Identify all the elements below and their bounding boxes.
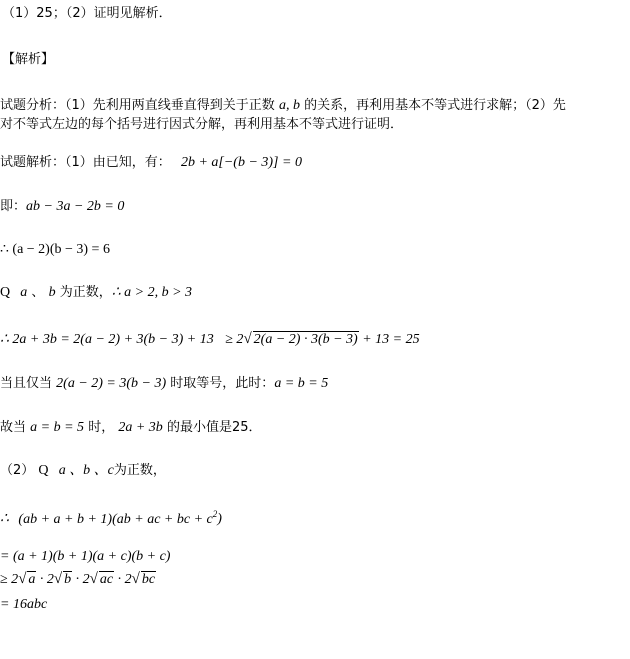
- p2-eq1: (ab + a + b + 1)(ab + ac + bc + c: [18, 511, 213, 527]
- p2-eq3-b: · 2: [39, 572, 54, 587]
- eq6-formula-2: a = b = 5: [274, 376, 329, 391]
- part2-line-3: [0, 548, 170, 566]
- eq7-text-3: 的最小值是25．: [166, 420, 262, 435]
- p2-eq1-prefix: ∴: [0, 511, 9, 527]
- p2-q-symbol: Q: [38, 463, 49, 478]
- solution-line-4: [0, 284, 192, 302]
- eq7-formula: a = b = 5: [30, 420, 85, 435]
- p2-eq3-r4: bc: [141, 572, 156, 587]
- eq5-left: ∴ 2a + 3b = 2(a − 2) + 3(b − 3) + 13: [0, 332, 214, 347]
- eq7-text-2: 时，: [88, 420, 115, 435]
- analysis-text-1b: 的关系，再利用基本不等式进行求解；（2）先: [304, 98, 566, 113]
- sep-1: 、: [31, 285, 45, 300]
- sqrt-sign: √: [18, 571, 27, 587]
- solution-label: 试题解析：: [0, 155, 66, 170]
- answer-text: （1）25；（2）证明见解析．: [2, 6, 172, 21]
- eq6-formula: 2(a − 2) = 3(b − 3): [56, 376, 167, 391]
- p2-eq3-r3: ac: [99, 572, 114, 587]
- eq3-formula: ∴ (a − 2)(b − 3) = 6: [0, 242, 110, 257]
- sqrt-sign: √: [131, 571, 140, 587]
- p2-prefix: （2）: [0, 463, 35, 478]
- part2-line-1: [0, 462, 166, 480]
- eq7-text-1: 故当: [0, 420, 27, 435]
- eq2-formula: ab − 3a − 2b = 0: [26, 199, 125, 214]
- solution-line-3: [0, 241, 110, 259]
- solution-p1-text: （1）由已知，有：: [65, 155, 171, 170]
- analysis-heading: [2, 51, 54, 69]
- p2-eq3-r2: b: [64, 572, 72, 587]
- part2-line-4: [0, 570, 156, 589]
- positive-text: 为正数，: [59, 285, 112, 300]
- eq6-text-2: 时取等号，此时：: [170, 376, 275, 391]
- p2-eq3-r1: a: [28, 572, 36, 587]
- var-b: b: [48, 285, 56, 300]
- eq6-text-1: 当且仅当: [0, 376, 53, 391]
- analysis-label: 试题分析：: [0, 98, 66, 113]
- solution-p1-formula: 2b + a[−(b − 3)] = 0: [180, 155, 302, 170]
- p2-eq4: = 16abc: [0, 597, 48, 612]
- eq5-radicand: 2(a − 2) · 3(b − 3): [253, 332, 358, 347]
- solution-line-1: [0, 154, 302, 172]
- eq4-conclusion: ∴ a > 2, b > 3: [111, 285, 193, 300]
- solution-line-6: [0, 375, 328, 393]
- solution-line-2: [0, 198, 124, 216]
- analysis-line-2: [0, 116, 403, 134]
- analysis-heading-text: 【解析】: [2, 52, 55, 67]
- q-symbol: Q: [0, 285, 11, 300]
- p2-text: 为正数，: [113, 463, 166, 478]
- analysis-vars: a, b: [278, 98, 300, 113]
- part2-line-2: [0, 505, 222, 529]
- part2-line-5: [0, 596, 47, 614]
- sqrt-sign: √: [53, 571, 63, 587]
- eq5-right: + 13 = 25: [362, 332, 420, 347]
- sqrt-sign: √: [243, 331, 252, 347]
- eq2-prefix: 即：: [0, 199, 27, 214]
- eq7-formula-2: 2a + 3b: [118, 420, 163, 435]
- answer-line: [2, 5, 172, 23]
- p2-eq3-d: · 2: [117, 572, 132, 587]
- analysis-text-1a: （1）先利用两直线垂直得到关于正数: [65, 98, 275, 113]
- solution-line-5: [0, 330, 420, 349]
- var-a: a: [20, 285, 28, 300]
- p2-eq1-end: ): [217, 511, 222, 527]
- p2-eq3-c: · 2: [75, 572, 90, 587]
- analysis-text-2: 对不等式左边的每个括号进行因式分解，再利用基本不等式进行证明．: [0, 117, 404, 132]
- eq5-ge: ≥ 2: [225, 332, 244, 347]
- p2-eq2: = (a + 1)(b + 1)(a + c)(b + c): [0, 549, 171, 564]
- analysis-line-1: [0, 97, 566, 115]
- solution-line-7: [0, 419, 262, 437]
- p2-eq3-a: ≥ 2: [0, 572, 19, 587]
- sqrt-sign: √: [89, 571, 98, 587]
- p2-eq1-sup: 2: [212, 509, 218, 519]
- p2-vars: a 、b 、c: [58, 463, 114, 478]
